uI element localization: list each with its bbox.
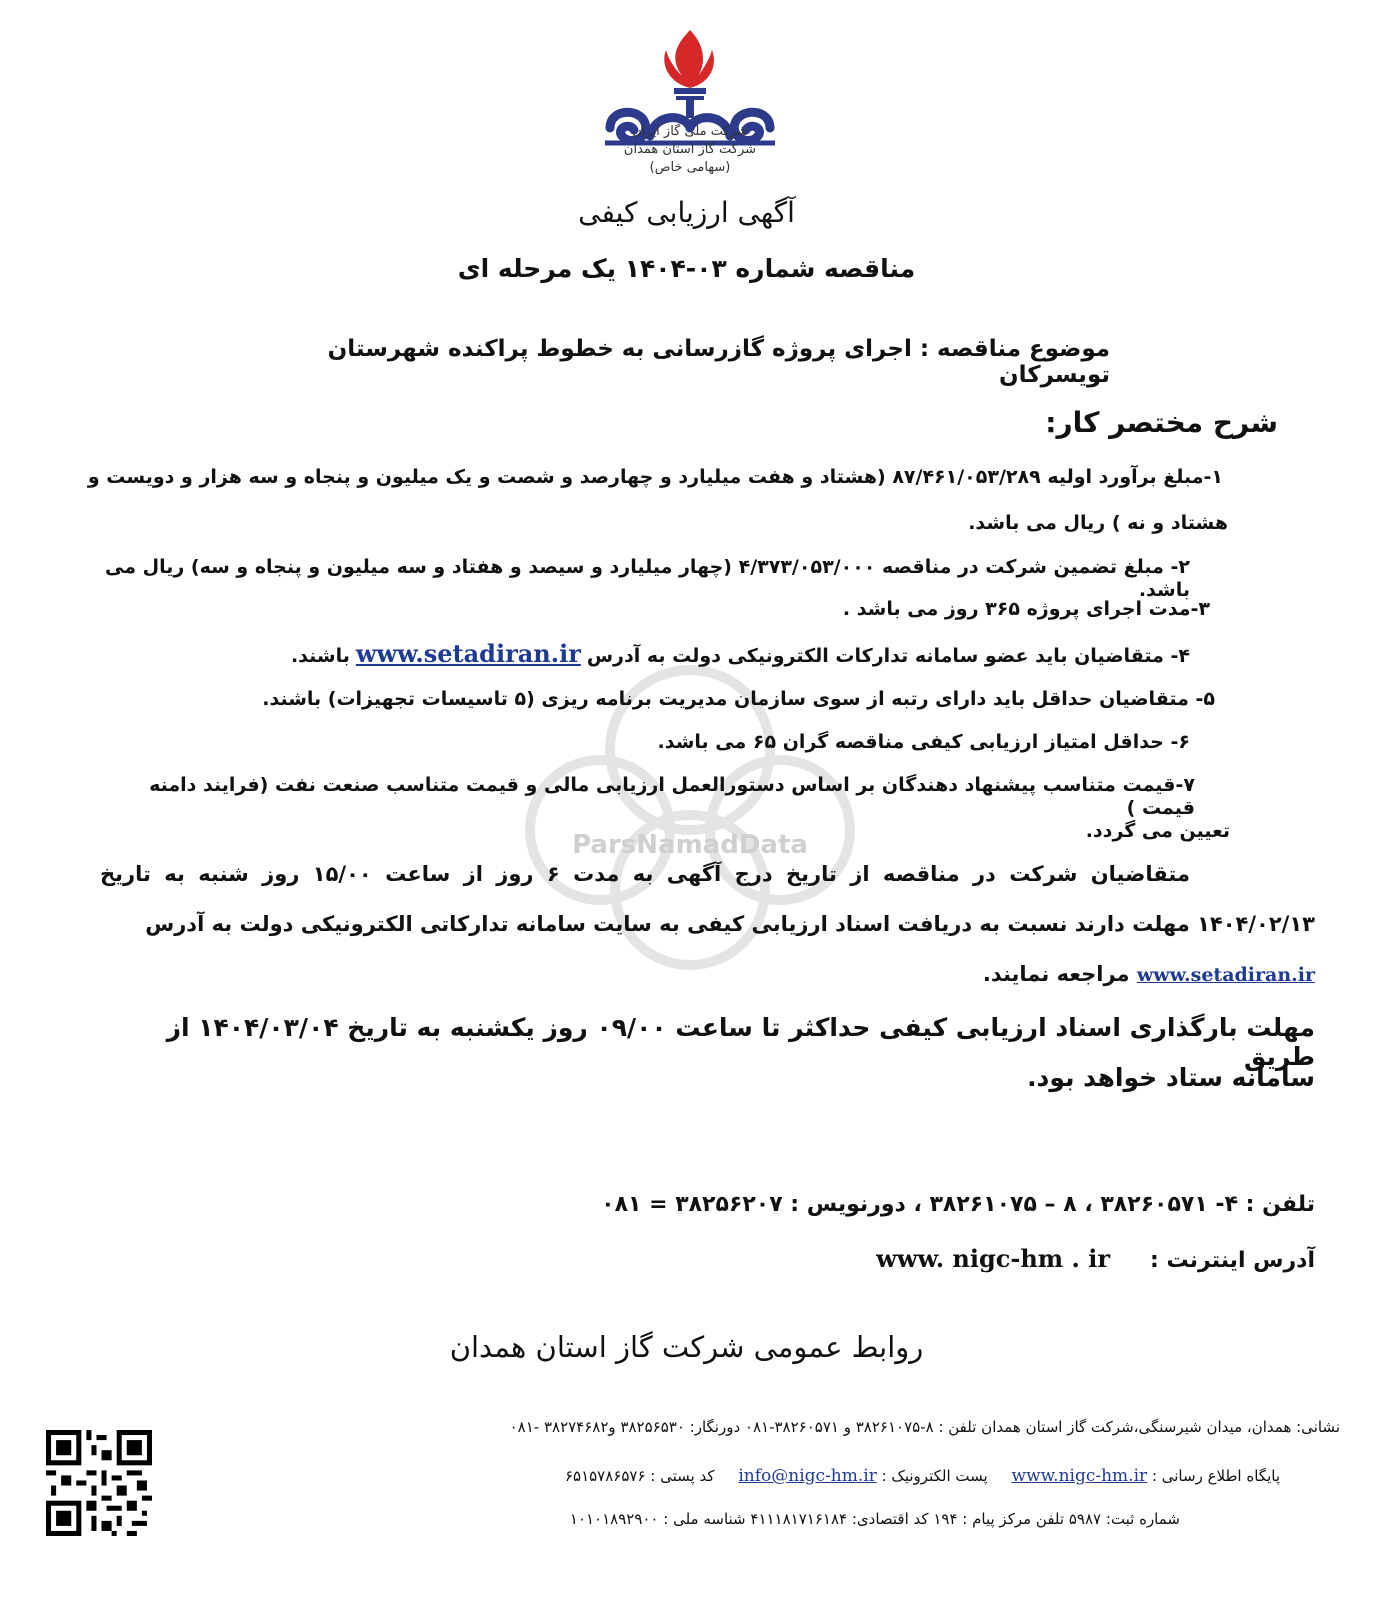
public-relations-signature: روابط عمومی شرکت گاز استان همدان — [449, 1330, 924, 1364]
item-3: ۳-مدت اجرای پروژه ۳۶۵ روز می باشد . — [842, 598, 1210, 620]
qr-code-icon — [46, 1430, 152, 1536]
footer-address: نشانی: همدان، میدان شیرسنگی،شرکت گاز استان همدان تلفن : ۸-۳۸۲۶۱۰۷۵ و ۳۸۲۶۰۵۷۱-۰۸۱ دورنگار: ۳۸۲۵۶۵۳۰ و۳۸۲۷۴۶۸۲ -۰۸۱ — [509, 1418, 1340, 1436]
notice-line-2: ۱۴۰۴/۰۲/۱۳ مهلت دارند نسبت به دریافت اسناد ارزیابی کیفی به سایت سامانه تدارکاتی الکترونیکی دولت به آدرس — [145, 912, 1315, 936]
logo-line-2: شرکت گاز استان همدان — [623, 142, 757, 157]
item-2: ۲- مبلغ تضمین شرکت در مناقصه ۴/۳۷۳/۰۵۳/۰۰۰ (چهار میلیارد و سیصد و هفتاد و سه میلیون و پنجاه و سه) ریال می باشد. — [104, 556, 1190, 601]
logo-line-1: شرکت ملی گاز ایران — [632, 124, 748, 139]
email-label: پست الکترونیک : — [881, 1467, 988, 1485]
item-1-line-1: ۱-مبلغ برآورد اولیه ۸۷/۴۶۱/۰۵۳/۲۸۹ (هشتاد و هفت میلیارد و چهارصد و شصت و یک میلیون و پنجاه و سه هزار و دویست و — [87, 466, 1223, 488]
item-4-text: ۴- متقاضیان باید عضو سامانه تدارکات الکترونیکی دولت به آدرس — [586, 645, 1190, 667]
watermark-text: ParsNamadData — [572, 830, 808, 860]
deadline-line-2: سامانه ستاد خواهد بود. — [1027, 1063, 1315, 1092]
description-heading: شرح مختصر کار: — [1045, 406, 1278, 439]
item-4-tail: باشند. — [290, 645, 350, 667]
deadline-line-1: مهلت بارگذاری اسناد ارزیابی کیفی حداکثر تا ساعت ۰۹/۰۰ روز یکشنبه به تاریخ ۱۴۰۴/۰۳/۰۴ از طریق — [166, 1013, 1315, 1071]
item-5: ۵- متقاضیان حداقل باید دارای رتبه از سوی سازمان مدیریت برنامه ریزی (۵ تاسیسات تجهیزات) باشند. — [262, 688, 1215, 710]
item-1-line-2: هشتاد و نه ) ریال می باشد. — [968, 512, 1228, 534]
setadiran-notice-link[interactable]: www.setadiran.ir — [1136, 964, 1315, 986]
tender-subject: موضوع مناقصه : اجرای پروژه گازرسانی به خطوط پراکنده شهرستان تویسرکان — [327, 336, 1110, 388]
item-6: ۶- حداقل امتیاز ارزیابی کیفی مناقصه گران ۶۵ می باشد. — [657, 731, 1190, 753]
portal-link[interactable]: www.nigc-hm.ir — [1011, 1466, 1148, 1486]
tender-number: مناقصه شماره ۰۳-۱۴۰۴ یک مرحله ای — [457, 254, 916, 283]
website-url[interactable]: www. nigc-hm . ir — [876, 1244, 1111, 1273]
logo-line-3: (سهامی خاص) — [649, 160, 731, 175]
notice-line-3 — [100, 962, 1315, 987]
footer-portal-row — [280, 1466, 1280, 1486]
item-7-line-1: ۷-قیمت متناسب پیشنهاد دهندگان بر اساس دستورالعمل ارزیابی مالی و قیمت متناسب صنعت نفت (فرایند دامنه قیمت ) — [149, 774, 1195, 819]
item-4 — [280, 640, 1190, 669]
email-link[interactable]: info@nigc-hm.ir — [738, 1466, 877, 1486]
notice-line-1: متقاضیان شرکت در مناقصه از تاریخ درج آگهی به مدت ۶ روز از ساعت ۱۵/۰۰ روز شنبه به تاریخ — [100, 862, 1190, 886]
notice-line-3-tail: مراجعه نمایند. — [982, 962, 1130, 986]
contact-phone: تلفن : ۴- ۳۸۲۶۰۵۷۱ ، ۸ – ۳۸۲۶۱۰۷۵ ، دورنویس : ۳۸۲۵۶۲۰۷ = ۰۸۱ — [601, 1192, 1315, 1217]
setadiran-link[interactable]: www.setadiran.ir — [355, 639, 581, 668]
website-label: آدرس اینترنت : — [1150, 1248, 1315, 1273]
item-7-line-2: تعیین می گردد. — [1085, 820, 1230, 842]
postal-code: کد پستی : ۶۵۱۵۷۸۶۵۷۶ — [564, 1467, 715, 1485]
contact-website — [830, 1244, 1315, 1273]
footer-registry: شماره ثبت: ۵۹۸۷ تلفن مرکز پیام : ۱۹۴ کد اقتصادی: ۴۱۱۱۸۱۷۱۶۱۸۴ شناسه ملی : ۱۰۱۰۱۸۹۲۹۰۰ — [569, 1510, 1180, 1528]
portal-label: پایگاه اطلاع رسانی : — [1151, 1467, 1280, 1485]
notice-title: آگهی ارزیابی کیفی — [578, 196, 795, 229]
